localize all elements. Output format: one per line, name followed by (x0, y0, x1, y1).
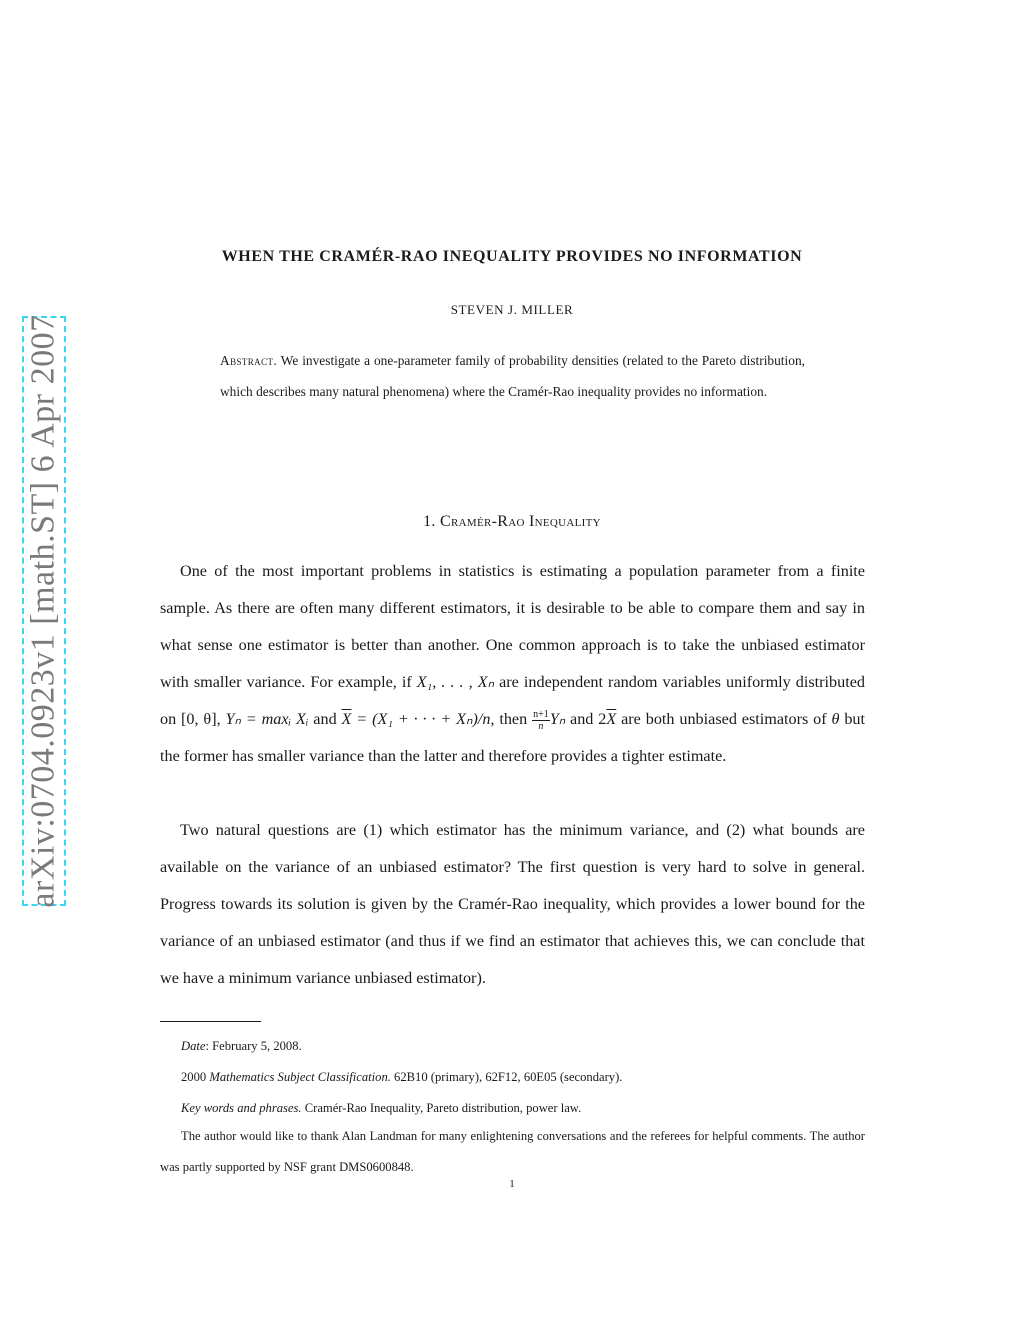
footnote-rule (160, 1021, 261, 1022)
p1-sentence-5: but the former has smaller variance than the latter and therefore provides a tighter estimate. (160, 710, 866, 765)
p1-two: 2 (598, 710, 607, 728)
p1-yn-def: Yₙ = maxᵢ Xᵢ (225, 710, 309, 728)
body-paragraph-2 (160, 812, 865, 997)
p1-and-1: and (313, 710, 337, 728)
p1-fraction-denominator: n (538, 720, 544, 732)
p1-x-list: X₁, . . . , Xₙ (416, 673, 495, 691)
date-value: : February 5, 2008. (205, 1039, 302, 1053)
p1-xbar: $\overline{X}$ (341, 710, 352, 728)
footnote-date (160, 1039, 865, 1054)
msc-value: 62B10 (primary), 62F12, 60E05 (secondary). (394, 1070, 623, 1084)
page-number: 1 (509, 1178, 515, 1190)
paper-author: STEVEN J. MILLER (450, 302, 574, 317)
footnote-msc (160, 1070, 865, 1085)
p1-fraction (532, 709, 550, 732)
paper-title: WHEN THE CRAMÉR-RAO INEQUALITY PROVIDES NO INFORMATION (221, 248, 803, 265)
p1-yn: Yₙ (549, 710, 566, 728)
p1-sentence-2: are independent random variables uniformly distributed on (160, 673, 866, 728)
p1-then: then (499, 710, 528, 728)
abstract-text: We investigate a one-parameter family of probability densities (related to the Pareto distribution, which describes many natural phenomena) where the Cramér-Rao inequality provides no information. (220, 353, 805, 399)
p1-xbar-2: $\overline{X}$ (606, 710, 617, 728)
section-heading: 1. Cramér-Rao Inequality (423, 513, 601, 530)
p1-theta: θ (831, 710, 840, 728)
footnote-keywords (160, 1101, 865, 1116)
footnote-thanks (160, 1121, 865, 1183)
body-paragraph-1 (160, 553, 865, 775)
p1-interval: [0, θ], (181, 710, 221, 728)
p1-fraction-numerator: n+1 (533, 708, 549, 720)
keywords-value: Cramér-Rao Inequality, Pareto distribution, power law. (304, 1101, 582, 1115)
date-label: Date (181, 1039, 206, 1053)
keywords-label: Key words and phrases. (181, 1101, 302, 1115)
p1-sentence-4: are both unbiased estimators of (621, 710, 827, 728)
msc-label: Mathematics Subject Classification. (209, 1070, 391, 1084)
msc-year: 2000 (181, 1070, 207, 1084)
abstract (220, 345, 805, 407)
abstract-lead: Abstract. (220, 353, 278, 368)
thanks-text: The author would like to thank Alan Landman for many enlightening conversations and the referees for helpful comments. The author was partly supported by NSF grant DMS0600848. (160, 1129, 865, 1174)
p2-text: Two natural questions are (1) which estimator has the minimum variance, and (2) what bounds are available on the variance of an unbiased estimator? The first question is very hard to solve in general. Progress towards its solution is given by the Cramér-Rao inequality, which provides a lower bound for the variance of an unbiased estimator (and thus if we find an estimator that achieves this, we can conclude that we have a minimum variance unbiased estimator). (160, 821, 865, 987)
arxiv-stamp-text: arXiv:0704.0923v1 [math.ST] 6 Apr 2007 (25, 314, 63, 908)
arxiv-stamp (22, 316, 66, 906)
p1-sentence-1: One of the most important problems in statistics is estimating a population parameter from a finite sample. As there are often many different estimators, it is desirable to be able to compare them and say in what sense one estimator is better than another. One common approach is to take the unbiased estimator with smaller variance. For example, if (160, 562, 865, 691)
p1-xbar-def: = (X₁ + · · · + Xₙ)/n, (351, 710, 495, 728)
p1-and-2: and (570, 710, 594, 728)
